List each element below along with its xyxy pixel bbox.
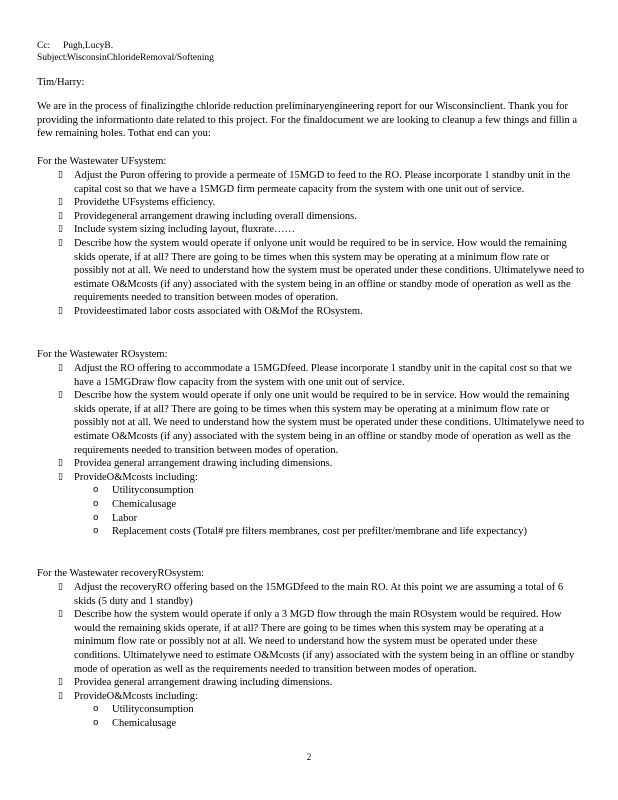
bullet-icon: ▯ (58, 690, 63, 701)
bullet-icon: ▯ (58, 197, 63, 208)
bullet-icon: ▯ (58, 471, 63, 482)
list-item: ▯ Describe how the system would operate if only one unit would be required to be in service. How would the remaining skids operate, if at all? There are going to be times when this system may be operating at a minimum flow rate or possibly not at all. We need to understand how the system must be operated under these conditions. Ultimatelywe need to estimate O&Mcosts (if any) associated with the system being in an offline or standby mode of operation as well as the requirements needed to transition between modes of operation. (58, 390, 585, 456)
list-item: ▯ Adjust the RO offering to accommodate a 15MGDfeed. Please incorporate 1 standby unit in the capital cost so that we have a 15MGDraw flow capacity from the system with one unit out of service. (58, 363, 572, 388)
list-item: ▯ Include system sizing including layout, fluxrate…… (58, 224, 296, 236)
list-item: ▯ ProvideO&Mcosts including: o Utilityconsumption o Chemicalusage (37, 690, 585, 731)
list-item: ▯ Providegeneral arrangement drawing including overall dimensions. (58, 210, 357, 222)
cc-value: Pugh,LucyB. (63, 41, 114, 51)
bullet-icon: ▯ (58, 210, 63, 221)
bullet-icon: ▯ (58, 390, 63, 401)
section-title-uf: For the Wastewater UFsystem: (37, 156, 167, 167)
sub-list-item: o Utilityconsumption (93, 704, 194, 716)
section-list-ro (37, 362, 585, 539)
sub-list-item: o Labor (93, 512, 138, 524)
list-item: ▯ Adjust the Puron offering to provide a permeate of 15MGD to feed to the RO. Please incorporate 1 standby unit in the capital cost so that we have a 15MGD firm permeate capacity from the system with one unit out of service. (58, 170, 571, 195)
sub-list-om-costs (74, 703, 585, 730)
list-item: ▯ Providea general arrangement drawing including dimensions. (58, 458, 333, 470)
list-item: ▯ Describe how the system would operate if only a 3 MGD flow through the main ROsystem would be required. How would the remaining skids operate, if at all? There are going to be times when this system may be operating at a minimum flow rate or possibly not at all. We need to understand how the system must be operated under these conditions. Ultimatelywe need to estimate O&Mcosts (if any) associated with the system being in an offline or standby mode of operation as well as the requirements needed to transition between modes of operation. (58, 609, 575, 675)
cc-label: Cc: (37, 41, 51, 51)
subject-label: Subject: (37, 53, 69, 63)
sub-list-item: o Replacement costs (Total# pre filters membranes, cost per prefilter/membrane and life expectancy) (93, 526, 528, 538)
circle-bullet-icon: o (93, 512, 99, 523)
subject-line (37, 52, 214, 64)
sub-list-item: o Utilityconsumption (93, 485, 194, 497)
section-title-ro: For the Wastewater ROsystem: (37, 349, 168, 360)
greeting: Tim/Harry: (37, 77, 85, 88)
list-item: ▯ Providea general arrangement drawing including dimensions. (58, 677, 333, 689)
circle-bullet-icon: o (93, 498, 99, 509)
section-list-uf (37, 169, 585, 319)
list-item: ▯ Providethe UFsystems efficiency. (58, 197, 216, 209)
bullet-icon: ▯ (58, 458, 63, 469)
bullet-icon: ▯ (58, 237, 63, 248)
sub-list-item: o Chemicalusage (93, 717, 177, 729)
list-item: ▯ Provideestimated labor costs associated with O&Mof the ROsystem. (58, 305, 363, 317)
bullet-icon: ▯ (58, 170, 63, 180)
list-item: ▯ Describe how the system would operate if onlyone unit would be required to be in service. How would the remaining skids operate, if at all? There are going to be times when this system may be operating at a minimum flow rate or possibly not at all. We need to understand how the system must be operated under these conditions. Ultimatelywe need to estimate O&Mcosts (if any) associated with the system being in an offline or standby mode of operation as well as the requirements needed to transition between modes of operation. (58, 237, 585, 304)
bullet-icon: ▯ (58, 582, 63, 592)
sub-list-item: o Chemicalusage (93, 498, 177, 510)
circle-bullet-icon: o (93, 717, 99, 728)
page-number: 2 (306, 752, 312, 762)
bullet-icon: ▯ (58, 305, 63, 316)
bullet-icon: ▯ (58, 363, 63, 373)
cc-line (37, 40, 113, 52)
circle-bullet-icon: o (93, 485, 99, 496)
list-item: ▯ ProvideO&Mcosts including: o Utilityconsumption o Chemicalusage o Labor o Replacement costs (Total# pre filters membranes, cost per prefilter/membrane and life expectancy) (37, 471, 585, 539)
section-list-recovery-ro (37, 581, 585, 731)
subject-value: WisconsinChlorideRemoval/Softening (67, 53, 214, 63)
bullet-icon: ▯ (58, 677, 63, 688)
intro-paragraph: We are in the process of finalizingthe chloride reduction preliminaryengineering report for our Wisconsinclient. Thank you for providing the informationto date related to this project. For the finaldocument we are looking to cleanup a few things and fillin a few remaining holes. Tothat end can you: (37, 101, 578, 140)
list-item: ▯ Adjust the recoveryRO offering based on the 15MGDfeed to the main RO. At this point we are assuming a total of 6 skids (5 duty and 1 standby) (58, 582, 564, 607)
circle-bullet-icon: o (93, 526, 99, 537)
section-title-recovery-ro: For the Wastewater recoveryROsystem: (37, 568, 205, 579)
sub-list-om-costs (74, 484, 585, 538)
bullet-icon: ▯ (58, 224, 63, 235)
bullet-icon: ▯ (58, 609, 63, 620)
circle-bullet-icon: o (93, 704, 99, 715)
